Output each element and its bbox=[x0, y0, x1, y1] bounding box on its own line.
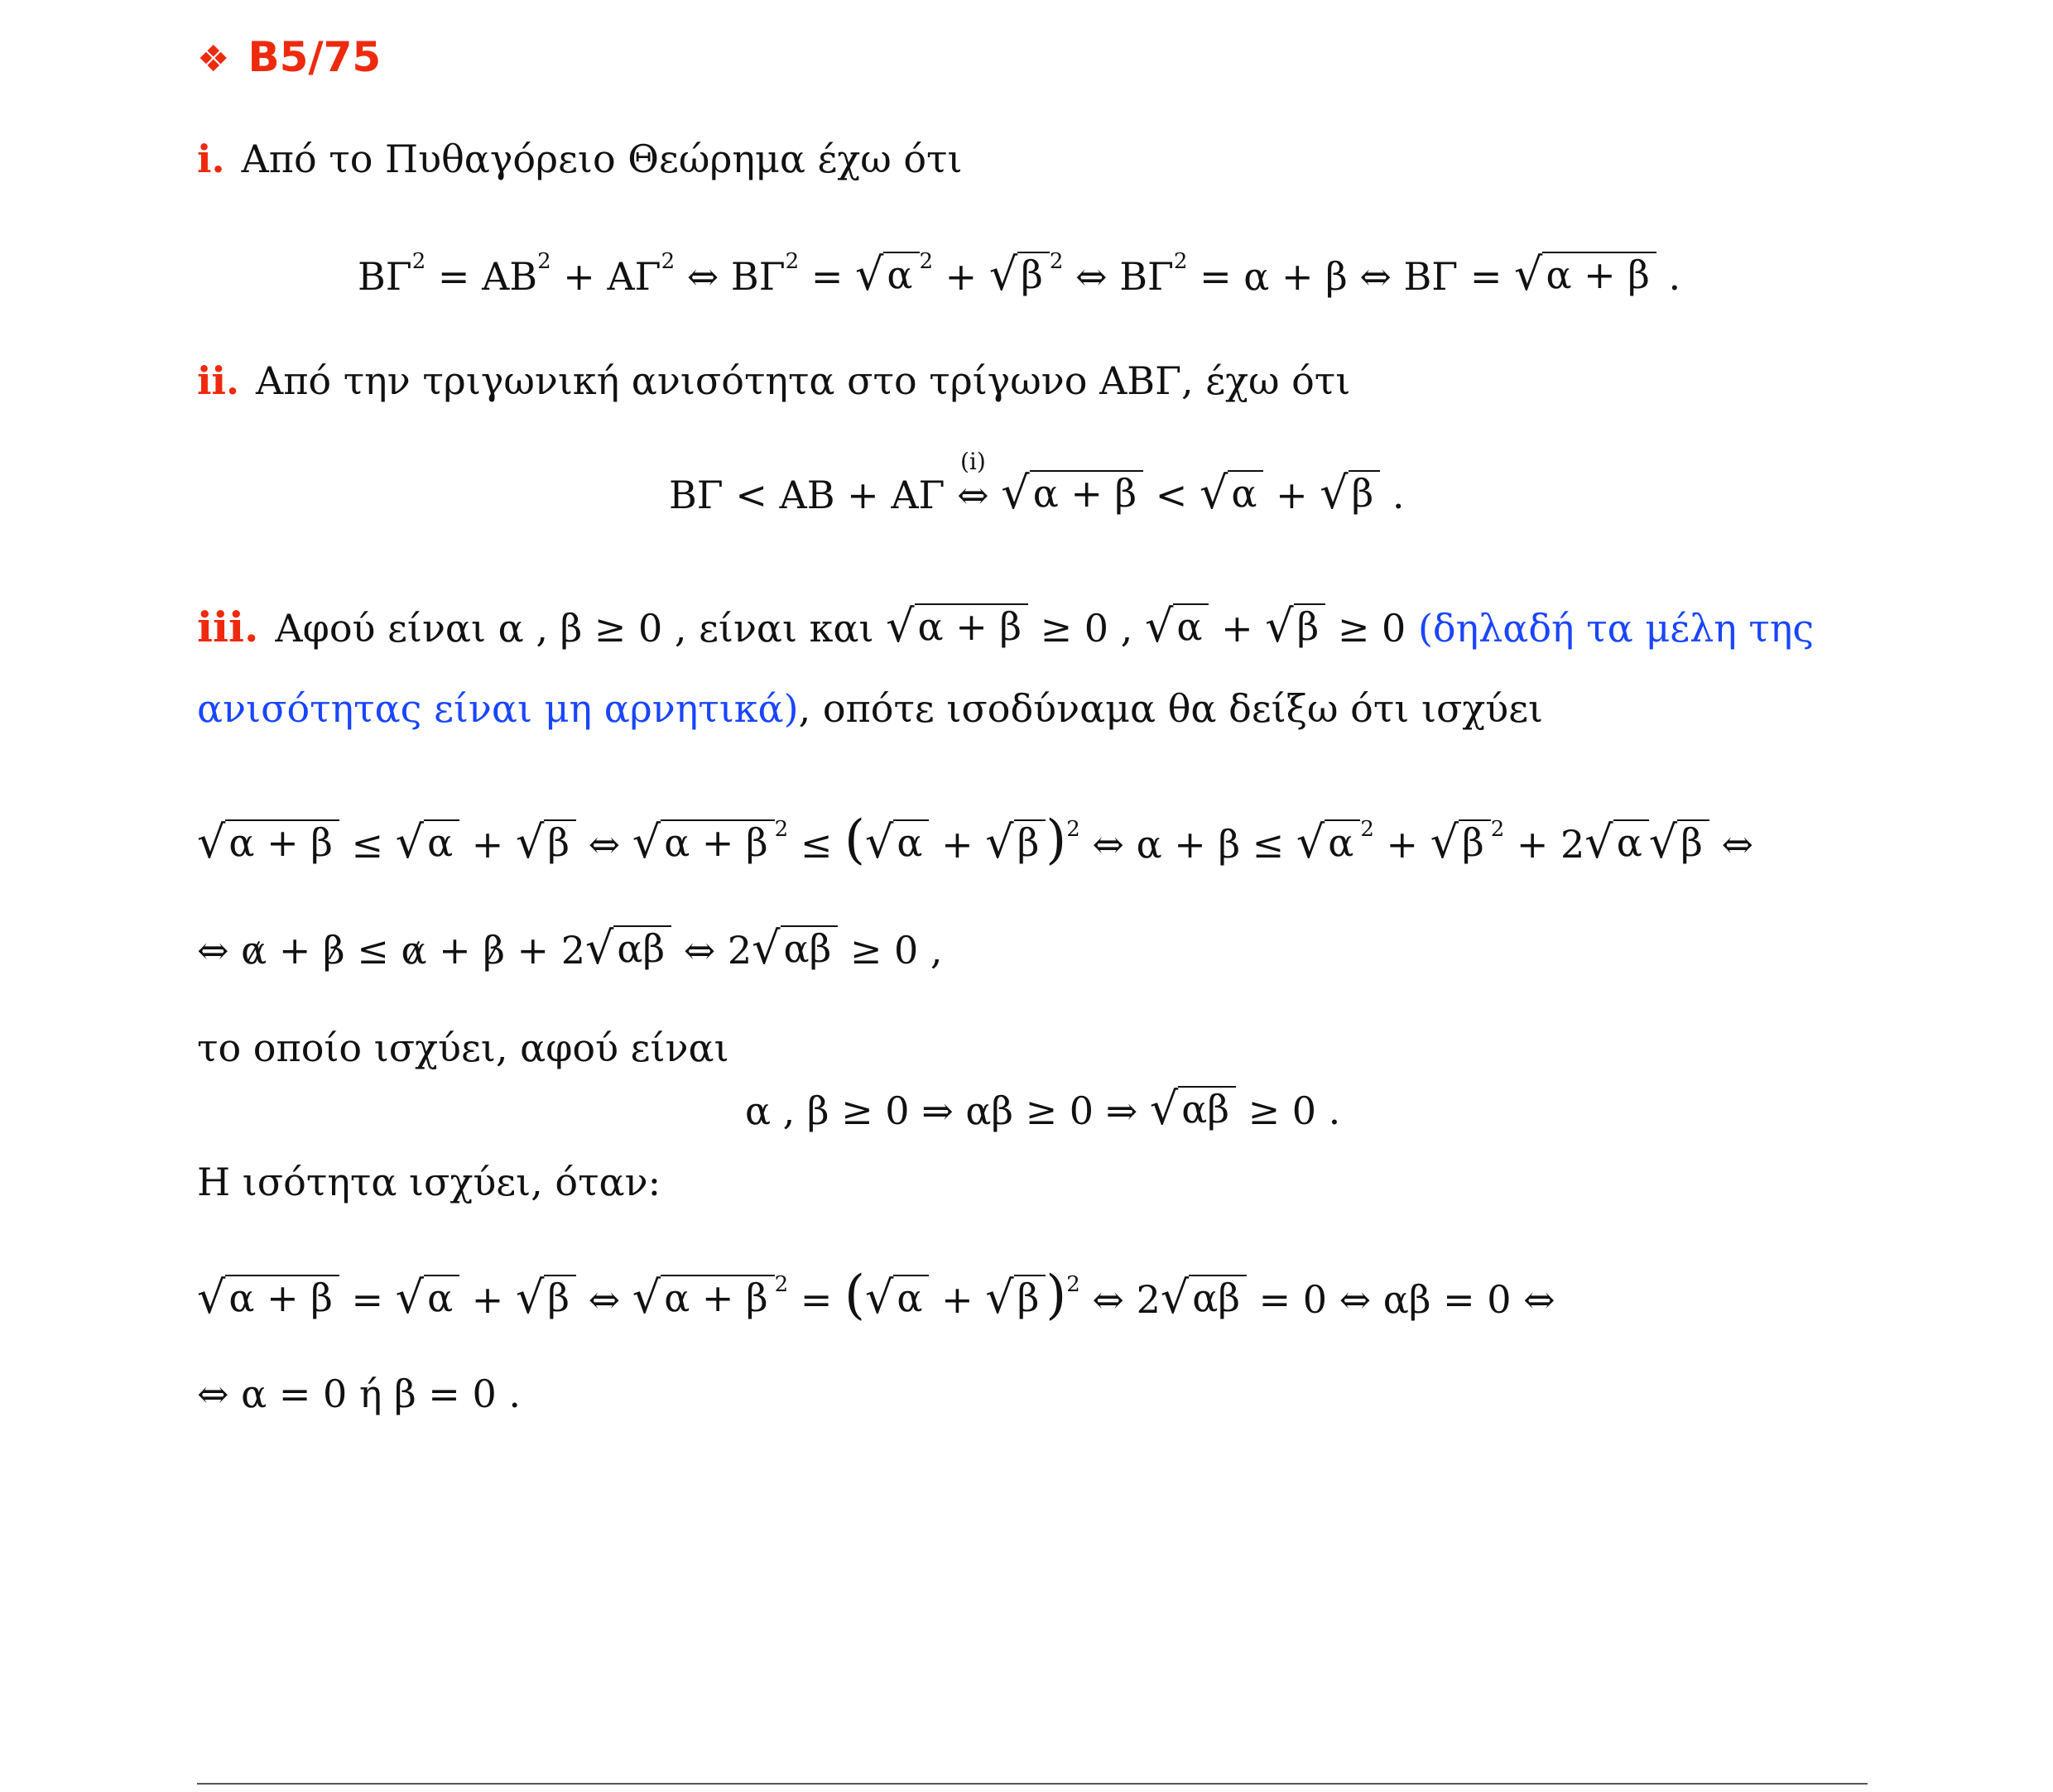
part-iii-line-1: √ α + β ≤ √ α + √ β ⇔ √ α + β $^2$ ≤ ( √ α + √ β )$^2$ ⇔ α + β ≤ √ α $^2$ + √ β $^2$ + 2 √ α √ β ⇔ bbox=[197, 810, 1753, 871]
part-i-intro bbox=[197, 134, 963, 184]
part-i-equation: $B\Gamma^2 = AB^2 + A\Gamma^2$ ⇔ $B\Gamma^2$ = √ α $^2$ + √ β $^2$ ⇔ $B\Gamma^2 = \alpha + \beta$ ⇔ ΒΓ = √ α + β . bbox=[358, 248, 1681, 300]
part-i-label: i. bbox=[197, 137, 225, 181]
part-iii-label: iii. bbox=[197, 603, 259, 651]
sqrt-term: √ α + β bbox=[1514, 252, 1656, 296]
sqrt-term: √ β bbox=[989, 252, 1050, 296]
part-iii-intro-cont: ανισότητας είναι μη αρνητικά), οπότε ισοδύναμα θα δείξω ότι ισχύει bbox=[197, 686, 1544, 731]
cancelled-term: α bbox=[241, 925, 267, 975]
part-iii-line-5: ⇔ α = 0 ή β = 0 . bbox=[197, 1372, 521, 1416]
cancelled-term: β bbox=[323, 925, 345, 975]
part-ii-text: Από την τριγωνική ανισότητα στο τρίγωνο ΑΒΓ, έχω ότι bbox=[255, 358, 1351, 403]
sqrt-term: √ β bbox=[1265, 603, 1325, 648]
part-ii-intro bbox=[197, 356, 1350, 406]
iff-annotated: (i) ⇔ bbox=[957, 448, 989, 517]
part-iii-line-2: ⇔ α + β ≤ α + β + 2 √ αβ ⇔ 2 √ αβ ≥ 0 , bbox=[197, 922, 943, 974]
part-iii-line-4: √ α + β = √ α + √ β ⇔ √ α + β $^2$ = ( √ α + √ β )$^2$ ⇔ 2 √ αβ = 0 ⇔ αβ = 0 ⇔ bbox=[197, 1265, 1555, 1326]
blue-note-2: ανισότητας είναι μη αρνητικά) bbox=[197, 686, 799, 731]
part-iii-text-holds: το οποίο ισχύει, αφού είναι bbox=[197, 1026, 729, 1070]
blue-note-1: (δηλαδή τα μέλη της bbox=[1417, 606, 1815, 651]
sqrt-term: √ α + β bbox=[886, 603, 1028, 648]
footer-rule bbox=[197, 1783, 1868, 1785]
sqrt-term: √ β bbox=[1320, 470, 1380, 515]
part-ii-equation: ΒΓ < ΑΒ + ΑΓ (i) ⇔ √ α + β < √ α + √ β . bbox=[669, 448, 1405, 519]
sqrt-term: √ α bbox=[1200, 470, 1264, 515]
sqrt-term: √ α bbox=[855, 252, 920, 296]
title-text: B5/75 bbox=[248, 33, 382, 81]
diamond-bullet-icon: ❖ bbox=[197, 38, 230, 80]
sqrt-term: √ α bbox=[1145, 603, 1209, 648]
part-iii-intro: iii. Αφού είναι α , β ≥ 0 , είναι και √ α + β ≥ 0 , √ α + √ β ≥ 0 (δηλαδή τα μέλη της bbox=[197, 600, 1815, 652]
part-ii-label: ii. bbox=[197, 358, 239, 403]
cancelled-term: α bbox=[401, 925, 426, 975]
cancelled-term: β bbox=[483, 925, 505, 975]
part-iii-line-3: α , β ≥ 0 ⇒ αβ ≥ 0 ⇒ √ αβ ≥ 0 . bbox=[745, 1083, 1341, 1135]
sqrt-term: √ α + β bbox=[1001, 470, 1143, 515]
section-title bbox=[197, 33, 381, 81]
part-i-text: Από το Πυθαγόρειο Θεώρημα έχω ότι bbox=[241, 137, 963, 181]
part-iii-text-equality: Η ισότητα ισχύει, όταν: bbox=[197, 1160, 661, 1204]
